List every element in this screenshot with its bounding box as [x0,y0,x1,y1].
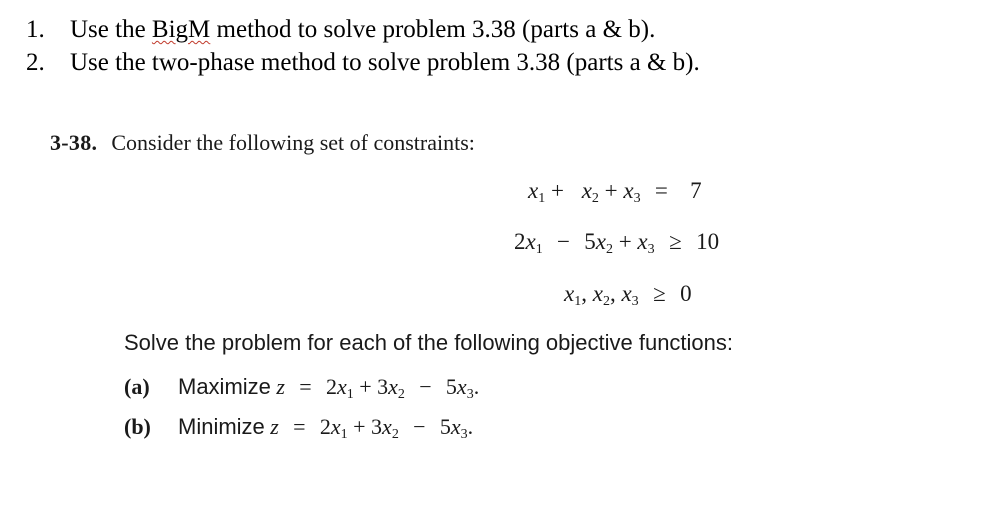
solve-instruction: Solve the problem for each of the following objective functions: [124,330,734,355]
nonnegativity-constraint: $x_1$, $x_2$, $x_3 \ge 0$ [564,281,692,309]
constraint-2: $2x_1 - 5x_2 + x_3 \ge 10$ [514,229,720,257]
part-a [124,374,479,400]
part-b-verb: Minimize [178,414,265,439]
part-b-label: (b) [124,414,151,439]
part-a-verb: Maximize [178,374,271,399]
task-2 [26,48,700,78]
task-1 [26,15,655,45]
part-a-label: (a) [124,374,150,399]
task-1-number: 1. [26,16,45,43]
bigm-spellcheck-word: BigM [151,16,211,43]
problem-number: 3-38. [50,130,98,155]
part-a-expression: $z = 2x_1 + 3x_2 - 5x_3$. [276,374,480,402]
part-b [124,414,473,440]
task-1-pre: Use the [70,16,152,43]
task-2-number: 2. [26,49,45,76]
problem-header [50,130,475,156]
problem-intro: Consider the following set of constraints: [111,130,475,155]
part-b-expression: $z = 2x_1 + 3x_2 - 5x_3$. [270,414,474,442]
task-1-post: method to solve problem 3.38 (parts a & b). [210,16,656,43]
task-2-text: Use the two-phase method to solve problem 3.38 (parts a & b). [70,49,700,76]
constraint-1: $x_1 + x_2 + x_3 = 7$ [528,178,702,206]
